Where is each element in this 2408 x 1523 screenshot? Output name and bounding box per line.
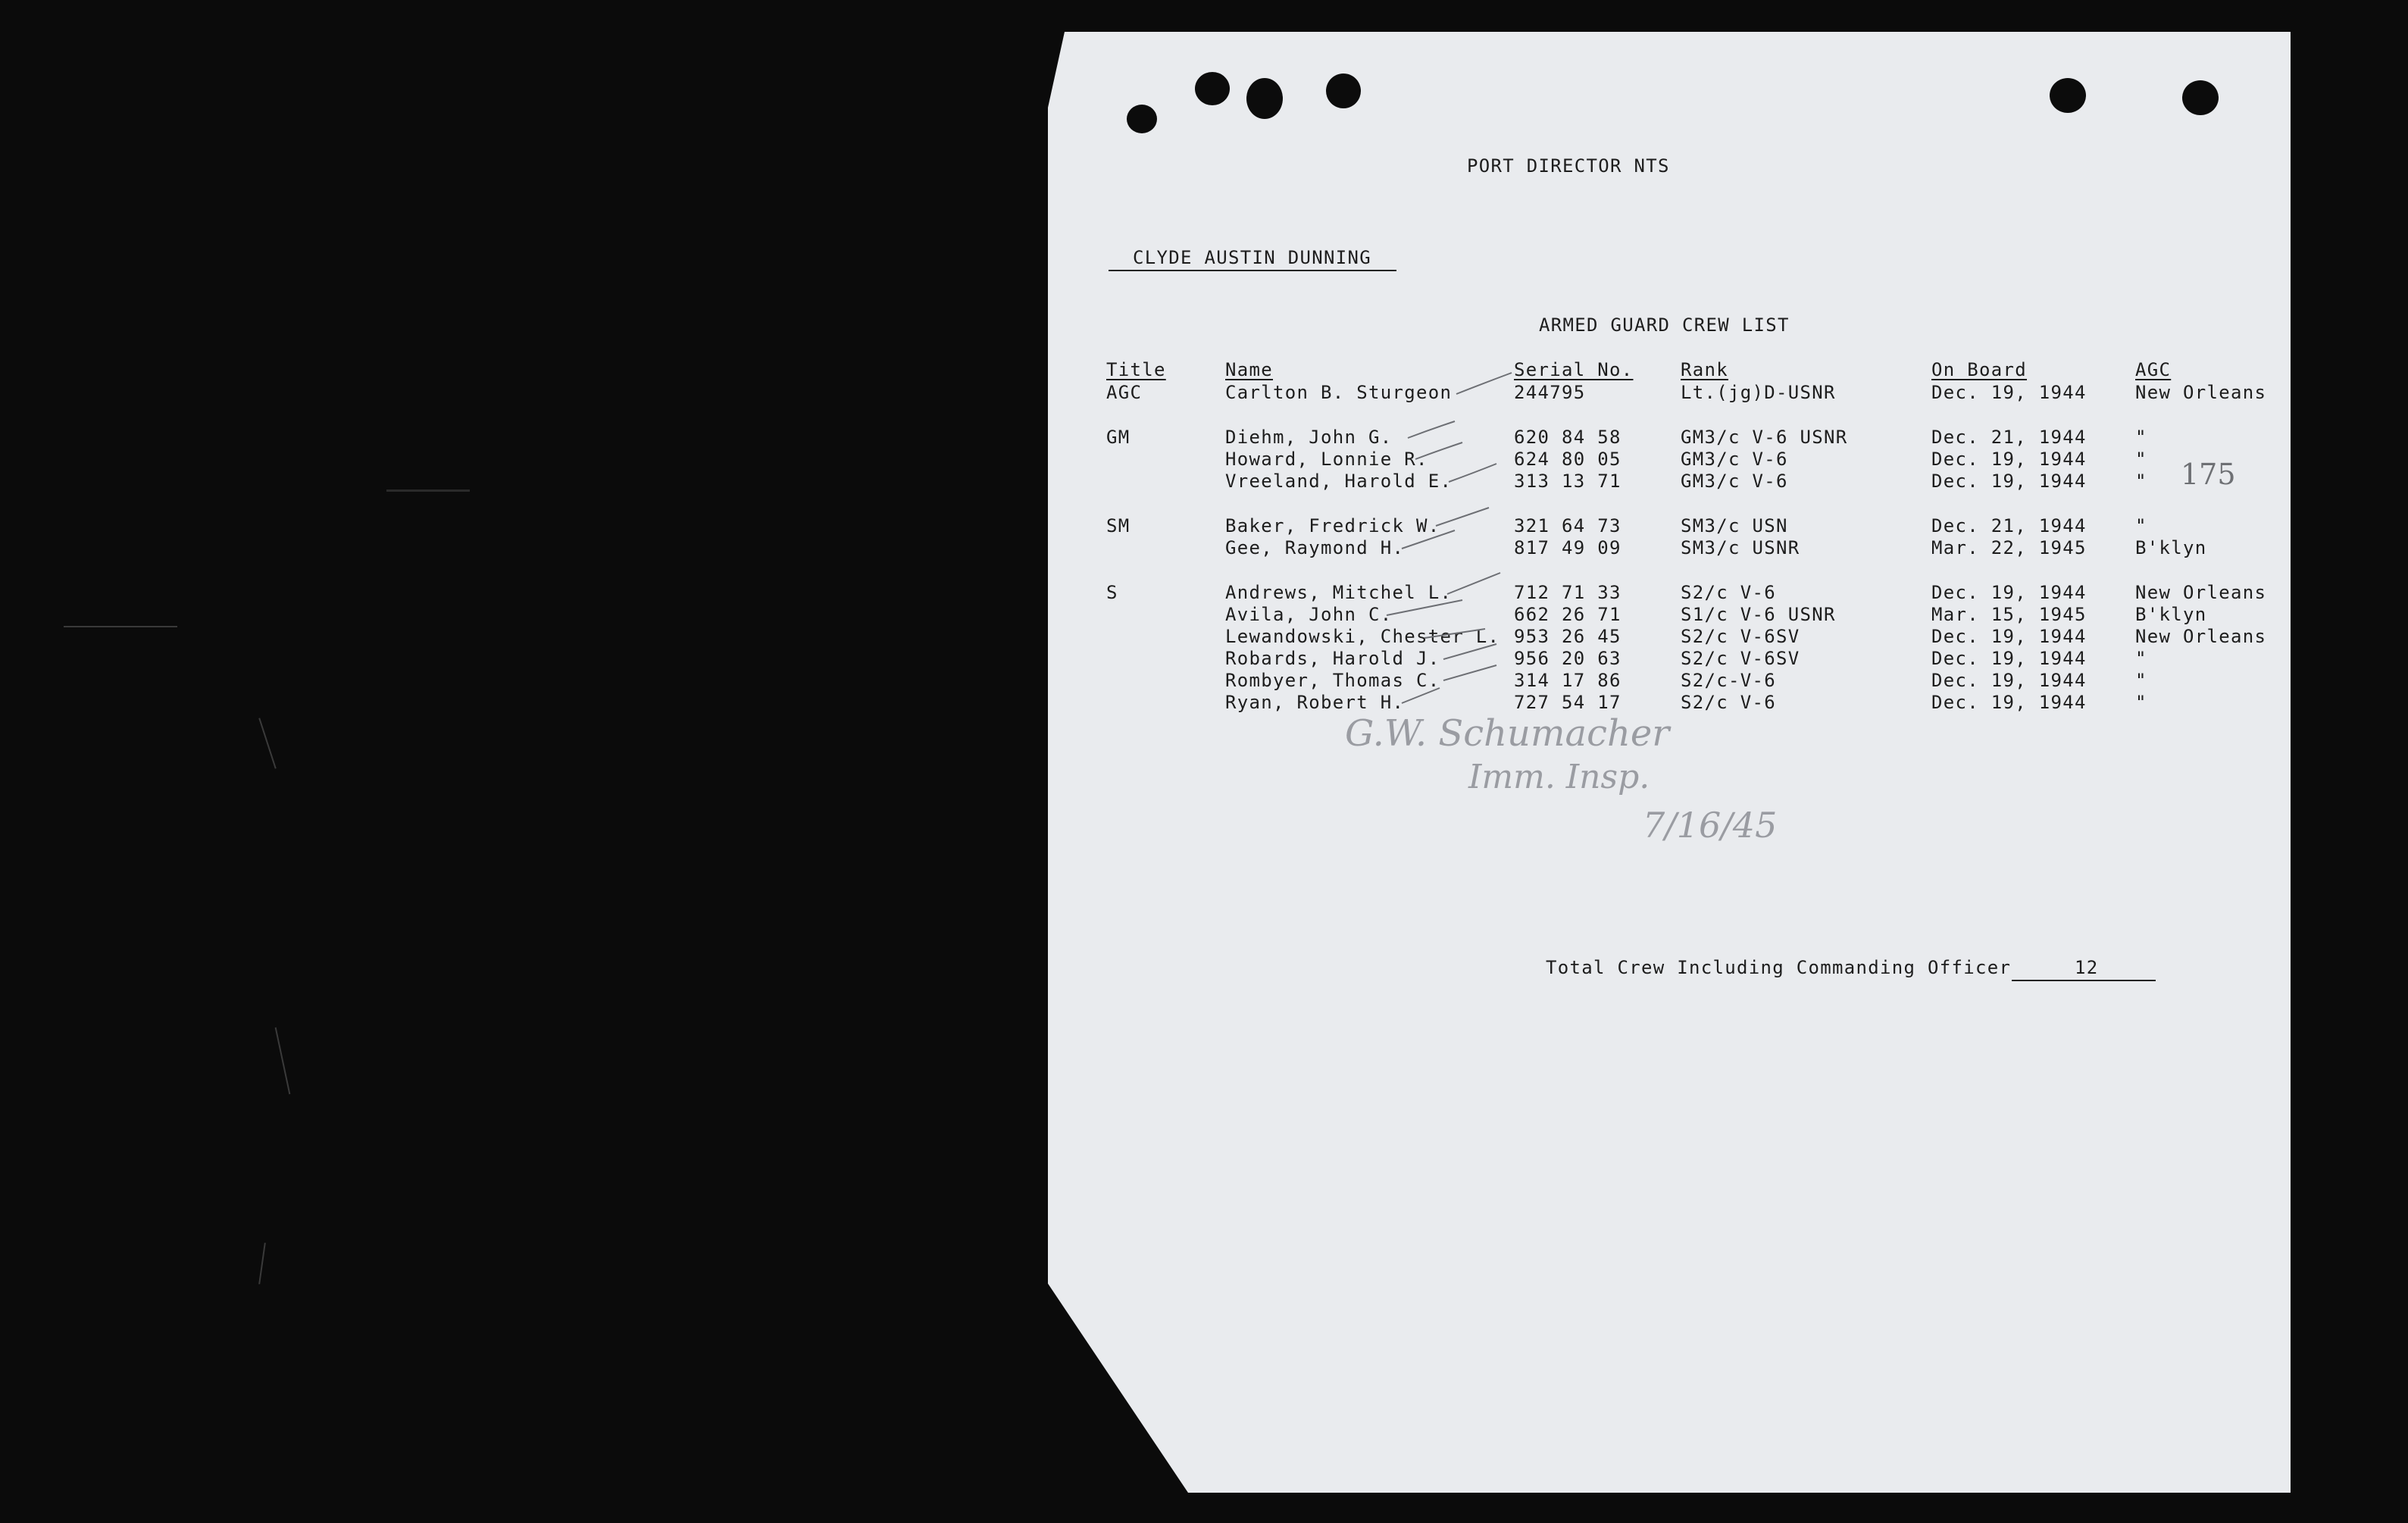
row-serial: 727 54 17 [1514, 692, 1621, 713]
row-agc: " [2135, 670, 2147, 691]
row-serial: 662 26 71 [1514, 604, 1621, 625]
row-name: Howard, Lonnie R. [1225, 449, 1428, 470]
row-rank: S2/c V-6 [1681, 692, 1776, 713]
row-name: Ryan, Robert H. [1225, 692, 1405, 713]
row-serial: 314 17 86 [1514, 670, 1621, 691]
column-header-on-board: On Board [1931, 359, 2027, 380]
row-on-board: Dec. 19, 1944 [1931, 626, 2087, 647]
row-agc: " [2135, 449, 2147, 470]
row-name: Vreeland, Harold E. [1225, 471, 1453, 492]
list-title: ARMED GUARD CREW LIST [1539, 314, 1790, 336]
row-title: S [1106, 582, 1118, 603]
punch-hole [1127, 105, 1157, 133]
vessel-underline [1109, 270, 1396, 271]
row-title: GM [1106, 427, 1131, 448]
punch-hole [1195, 72, 1230, 105]
row-serial: 953 26 45 [1514, 626, 1621, 647]
row-name: Diehm, John G. [1225, 427, 1393, 448]
row-rank: Lt.(jg)D-USNR [1681, 382, 1836, 403]
row-on-board: Dec. 19, 1944 [1931, 449, 2087, 470]
row-name: Rombyer, Thomas C. [1225, 670, 1440, 691]
row-agc: " [2135, 515, 2147, 536]
row-name: Avila, John C. [1225, 604, 1393, 625]
total-crew-value: 12 [2075, 957, 2099, 978]
row-rank: SM3/c USNR [1681, 537, 1800, 558]
row-rank: GM3/c V-6 [1681, 471, 1788, 492]
row-agc: New Orleans [2135, 626, 2267, 647]
punch-hole [1246, 78, 1283, 119]
background-scratch [64, 626, 177, 627]
row-on-board: Dec. 19, 1944 [1931, 382, 2087, 403]
row-agc: B'klyn [2135, 604, 2207, 625]
row-name: Gee, Raymond H. [1225, 537, 1405, 558]
total-crew-label: Total Crew Including Commanding Officer [1546, 957, 2012, 978]
row-on-board: Dec. 19, 1944 [1931, 670, 2087, 691]
row-rank: S2/c-V-6 [1681, 670, 1776, 691]
row-on-board: Mar. 22, 1945 [1931, 537, 2087, 558]
row-rank: S2/c V-6SV [1681, 626, 1800, 647]
row-agc: " [2135, 471, 2147, 492]
row-on-board: Dec. 19, 1944 [1931, 692, 2087, 713]
row-on-board: Dec. 19, 1944 [1931, 648, 2087, 669]
row-serial: 624 80 05 [1514, 449, 1621, 470]
row-serial: 817 49 09 [1514, 537, 1621, 558]
row-rank: SM3/c USN [1681, 515, 1788, 536]
row-agc: New Orleans [2135, 382, 2267, 403]
punch-hole [2182, 80, 2219, 115]
punch-hole [2050, 78, 2086, 113]
row-rank: GM3/c V-6 [1681, 449, 1788, 470]
row-on-board: Dec. 21, 1944 [1931, 427, 2087, 448]
row-agc: " [2135, 692, 2147, 713]
vessel-name: CLYDE AUSTIN DUNNING [1133, 247, 1371, 268]
page-stamp-number: 175 [2181, 458, 2236, 491]
background-scratch [386, 489, 470, 492]
row-title: SM [1106, 515, 1131, 536]
row-rank: S2/c V-6SV [1681, 648, 1800, 669]
column-header-agc: AGC [2135, 359, 2172, 380]
row-serial: 321 64 73 [1514, 515, 1621, 536]
row-serial: 313 13 71 [1514, 471, 1621, 492]
column-header-name: Name [1225, 359, 1273, 380]
row-serial: 244795 [1514, 382, 1586, 403]
row-rank: S2/c V-6 [1681, 582, 1776, 603]
column-header-rank: Rank [1681, 359, 1728, 380]
row-agc: " [2135, 648, 2147, 669]
total-crew-underline [2012, 980, 2156, 981]
row-name: Andrews, Mitchel L. [1225, 582, 1453, 603]
row-agc: B'klyn [2135, 537, 2207, 558]
inspector-title: Imm. Insp. [1468, 758, 1650, 796]
row-on-board: Dec. 21, 1944 [1931, 515, 2087, 536]
row-name: Lewandowski, Chester L. [1225, 626, 1500, 647]
row-title: AGC [1106, 382, 1143, 403]
signature-date: 7/16/45 [1643, 805, 1778, 846]
row-serial: 956 20 63 [1514, 648, 1621, 669]
row-agc: New Orleans [2135, 582, 2267, 603]
row-on-board: Dec. 19, 1944 [1931, 471, 2087, 492]
row-agc: " [2135, 427, 2147, 448]
punch-hole [1326, 73, 1361, 108]
row-name: Robards, Harold J. [1225, 648, 1440, 669]
row-serial: 620 84 58 [1514, 427, 1621, 448]
row-rank: S1/c V-6 USNR [1681, 604, 1836, 625]
inspector-signature: G.W. Schumacher [1345, 712, 1670, 755]
row-serial: 712 71 33 [1514, 582, 1621, 603]
column-header-serial: Serial No. [1514, 359, 1634, 380]
column-header-title: Title [1106, 359, 1166, 380]
row-name: Carlton B. Sturgeon [1225, 382, 1453, 403]
document-header: PORT DIRECTOR NTS [1467, 155, 1670, 177]
row-on-board: Mar. 15, 1945 [1931, 604, 2087, 625]
row-name: Baker, Fredrick W. [1225, 515, 1440, 536]
row-rank: GM3/c V-6 USNR [1681, 427, 1848, 448]
row-on-board: Dec. 19, 1944 [1931, 582, 2087, 603]
